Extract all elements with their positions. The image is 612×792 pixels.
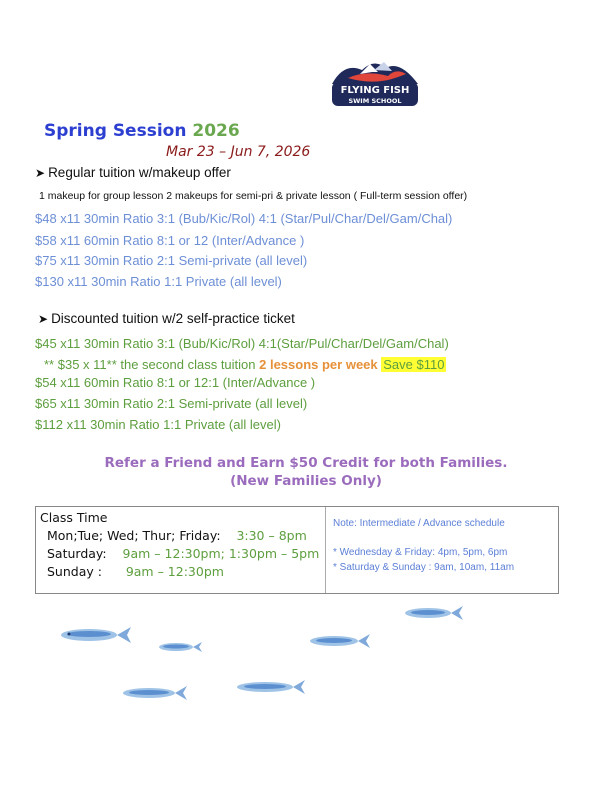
discounted-tuition-heading	[38, 311, 295, 326]
arrow-icon: ➤	[35, 166, 46, 180]
class-days: Mon;Tue; Wed; Thur; Friday:	[47, 528, 221, 543]
save-badge: Save $110	[383, 357, 445, 372]
title-season: Spring Session	[44, 121, 187, 141]
fish-icon	[55, 624, 133, 646]
title-year: 2026	[192, 121, 240, 141]
schedule-note-weekday: * Wednesday & Friday: 4pm, 5pm, 6pm	[333, 547, 508, 558]
referral-offer: Refer a Friend and Earn $50 Credit for both Families.	[104, 455, 508, 471]
fish-icon	[400, 604, 464, 622]
regular-price-item: $48 x11 30min Ratio 3:1 (Bub/Kic/Rol) 4:1 (Star/Pul/Char/Del/Gam/Chal)	[35, 211, 453, 226]
discounted-price-item: $54 x11 60min Ratio 8:1 or 12:1 (Inter/Advance )	[35, 375, 316, 390]
schedule-note-title: Note: Intermediate / Advance schedule	[333, 518, 505, 529]
schedule-note-weekend: * Saturday & Sunday : 9am, 10am, 11am	[333, 562, 515, 573]
regular-price-item: $75 x11 30min Ratio 2:1 Semi-private (all level)	[35, 253, 308, 268]
lessons-per-week: 2 lessons per week	[259, 357, 378, 372]
page-title	[44, 121, 240, 141]
fish-icon	[155, 640, 203, 654]
class-days: Saturday:	[47, 546, 107, 561]
class-hours: 3:30 – 8pm	[236, 528, 307, 543]
regular-heading-text: Regular tuition w/makeup offer	[48, 165, 231, 180]
logo-line2: SWIM SCHOOL	[348, 97, 402, 105]
schedule-table	[35, 506, 559, 594]
discounted-price-item: $45 x11 30min Ratio 3:1 (Bub/Kic/Rol) 4:1(Star/Pul/Char/Del/Gam/Chal)	[35, 336, 449, 351]
discounted-heading-text: Discounted tuition w/2 self-practice ticket	[51, 311, 295, 326]
flying-fish-logo	[326, 56, 424, 110]
class-time-row	[47, 546, 319, 561]
discounted-price-item: $65 x11 30min Ratio 2:1 Semi-private (all level)	[35, 396, 308, 411]
table-divider	[325, 507, 326, 593]
class-hours: 9am – 12:30pm; 1:30pm – 5pm	[122, 546, 320, 561]
class-time-row	[47, 528, 307, 543]
arrow-icon: ➤	[38, 312, 49, 326]
second-class-offer	[44, 357, 446, 372]
referral-note: (New Families Only)	[230, 473, 382, 489]
session-dates: Mar 23 – Jun 7, 2026	[166, 144, 311, 160]
makeup-note: 1 makeup for group lesson 2 makeups for semi-pri & private lesson ( Full-term session offer)	[39, 190, 468, 202]
regular-price-item: $58 x11 60min Ratio 8:1 or 12 (Inter/Advance )	[35, 233, 305, 248]
class-time-row	[47, 564, 224, 579]
fish-icon	[305, 632, 371, 650]
class-days: Sunday :	[47, 564, 102, 579]
class-time-label: Class Time	[40, 510, 108, 525]
class-hours: 9am – 12:30pm	[125, 564, 224, 579]
logo-line1: FLYING FISH	[340, 85, 410, 96]
discounted-price-item: $112 x11 30min Ratio 1:1 Private (all level)	[35, 417, 281, 432]
regular-price-item: $130 x11 30min Ratio 1:1 Private (all level)	[35, 274, 282, 289]
regular-tuition-heading	[35, 165, 231, 180]
fish-icon	[232, 678, 306, 696]
fish-icon	[118, 684, 188, 702]
second-class-text: ** $35 x 11** the second class tuition	[44, 357, 260, 372]
